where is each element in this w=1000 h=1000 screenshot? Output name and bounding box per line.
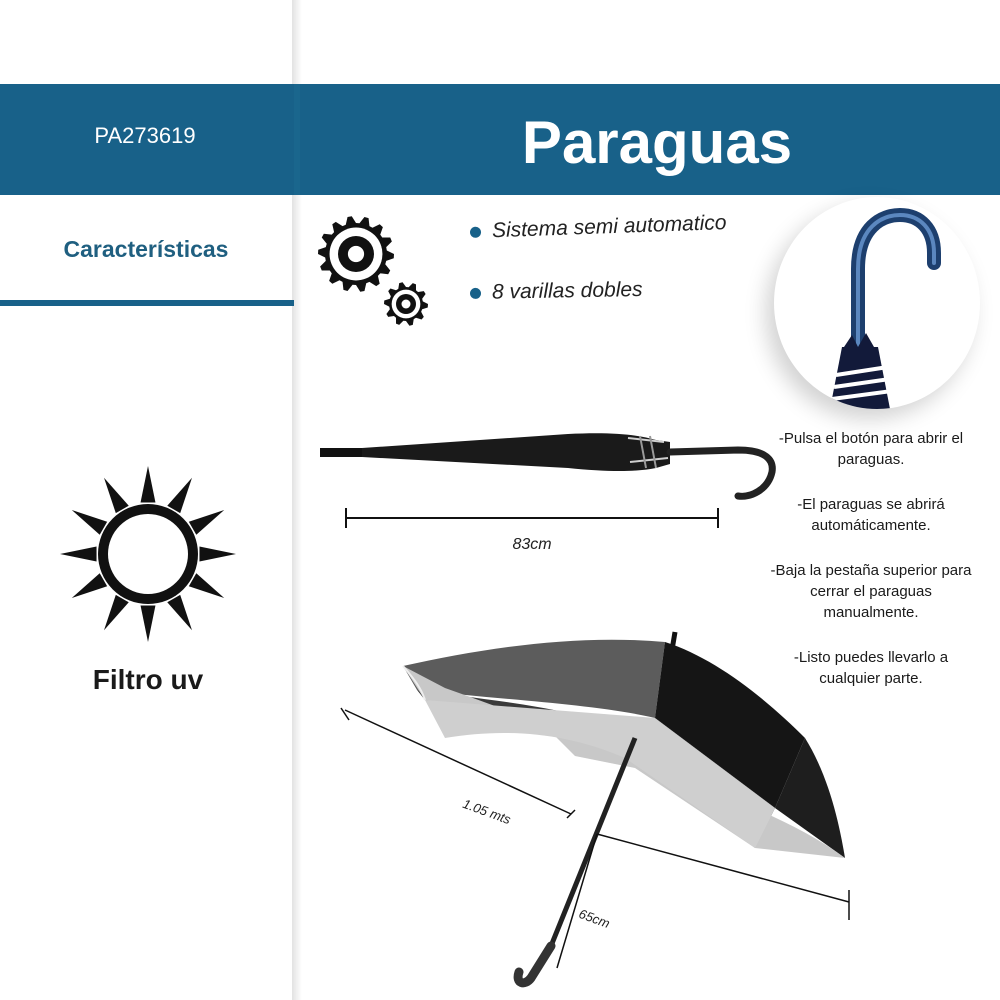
sun-ray [189,510,224,535]
sun-ray [72,573,107,598]
feature-item-label: 8 varillas dobles [491,277,643,304]
handle-detail-image [774,197,980,409]
gear-hub [348,246,364,262]
closed-umbrella-image [318,428,778,504]
sun-icon [58,464,238,644]
feature-item [470,278,643,305]
features-heading: Características [63,236,229,262]
sun-ray [167,595,192,630]
feature-item-label: Sistema semi automatico [491,211,727,243]
instruction-step: -El paraguas se abrirá automáticamente. [797,496,945,534]
sun-ray [104,478,129,513]
product-code: PA273619 [94,123,196,148]
sun-ray [60,547,97,562]
sun-ray [189,573,224,598]
uv-filter-label: Filtro uv [92,664,204,695]
canopy-diameter-label: 1.05 mts [460,796,513,828]
length-measure-line [340,504,724,534]
open-umbrella-image [335,628,860,988]
sun-ray [167,478,192,513]
gears-icon [316,212,432,328]
sun-ray [104,595,129,630]
sun-ray [199,547,236,562]
sun-ray [72,510,107,535]
instruction-step: -Baja la pestaña superior para cerrar el paraguas manualmente. [770,562,972,621]
sun-ray [141,605,156,642]
bullet-dot [470,287,481,298]
features-underline [0,300,294,306]
closed-length-label: 83cm [512,536,552,553]
bullet-dot [470,226,481,237]
instruction-step: -Pulsa el botón para abrir el paraguas. [778,430,964,468]
feature-item [470,211,727,244]
gear-hub [402,300,411,309]
height-label: 65cm [576,906,612,931]
instruction-step: -Listo puedes llevarlo a cualquier parte. [793,649,949,687]
page-title: Paraguas [521,109,793,176]
sun-ray [141,466,156,503]
